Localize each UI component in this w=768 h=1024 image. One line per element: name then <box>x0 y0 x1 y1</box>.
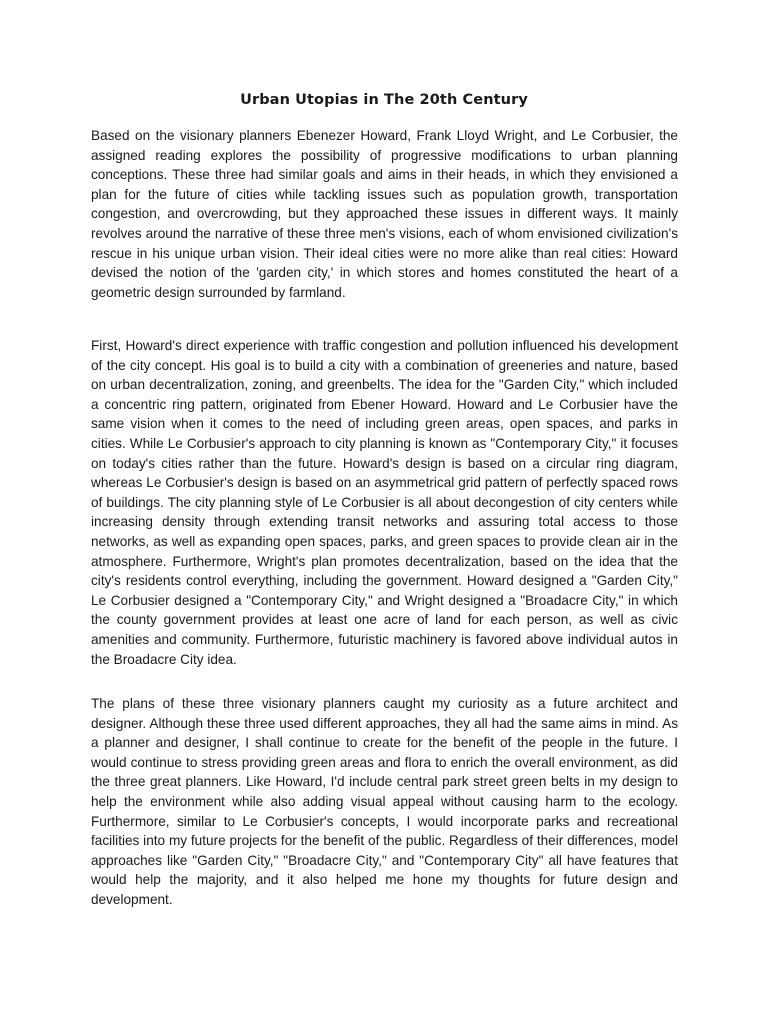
paragraph-reflection: The plans of these three visionary planners caught my curiosity as a future architect and designer. Although these three used different approaches, they all had the same aims in mind. As a planner and designer, I shall continue to create for the benefit of the people in the future. I would continue to stress providing green areas and flora to enrich the overall environment, as did the three great planners. Like Howard, I'd include central park street green belts in my design to help the environment while also adding visual appeal without causing harm to the ecology. Furthermore, similar to Le Corbusier's concepts, I would incorporate parks and recreational facilities into my future projects for the benefit of the public. Regardless of their differences, model approaches like "Garden City," "Broadacre City," and "Contemporary City" all have features that would help the majority, and it also helped me hone my thoughts for future design and development. <box>91 696 678 907</box>
paragraph-comparison: First, Howard's direct experience with traffic congestion and pollution influenced his development of the city concept. His goal is to build a city with a combination of greeneries and nature, based on urban decentralization, zoning, and greenbelts. The idea for the "Garden City," which included a concentric ring pattern, originated from Ebener Howard. Howard and Le Corbusier have the same vision when it comes to the need of including green areas, open spaces, and parks in cities. While Le Corbusier's approach to city planning is known as "Contemporary City," it focuses on today's cities rather than the future. Howard's design is based on a circular ring diagram, whereas Le Corbusier's design is based on an asymmetrical grid pattern of perfectly spaced rows of buildings. The city planning style of Le Corbusier is all about decongestion of city centers while increasing density through extending transit networks and assuring total access to those networks, as well as expanding open spaces, parks, and green spaces to provide clean air in the atmosphere. Furthermore, Wright's plan promotes decentralization, based on the idea that the city's residents control everything, including the government. Howard designed a "Garden City," Le Corbusier designed a "Contemporary City," and Wright designed a "Broadacre City," in which the county government provides at least one acre of land for each person, as well as civic amenities and community. Furthermore, futuristic machinery is favored above individual autos in the Broadacre City idea. <box>91 338 678 667</box>
document-title: Urban Utopias in The 20th Century <box>240 92 528 108</box>
paragraph-introduction: Based on the visionary planners Ebenezer Howard, Frank Lloyd Wright, and Le Corbusier, the assigned reading explores the possibility of progressive modifications to urban planning conceptions. These three had similar goals and aims in their heads, in which they envisioned a plan for the future of cities while tackling issues such as population growth, transportation congestion, and overcrowding, but they approached these issues in different ways. It mainly revolves around the narrative of these three men's visions, each of whom envisioned civilization's rescue in his unique urban vision. Their ideal cities were no more alike than real cities: Howard devised the notion of the 'garden city,' in which stores and homes constituted the heart of a geometric design surrounded by farmland. <box>91 128 678 300</box>
